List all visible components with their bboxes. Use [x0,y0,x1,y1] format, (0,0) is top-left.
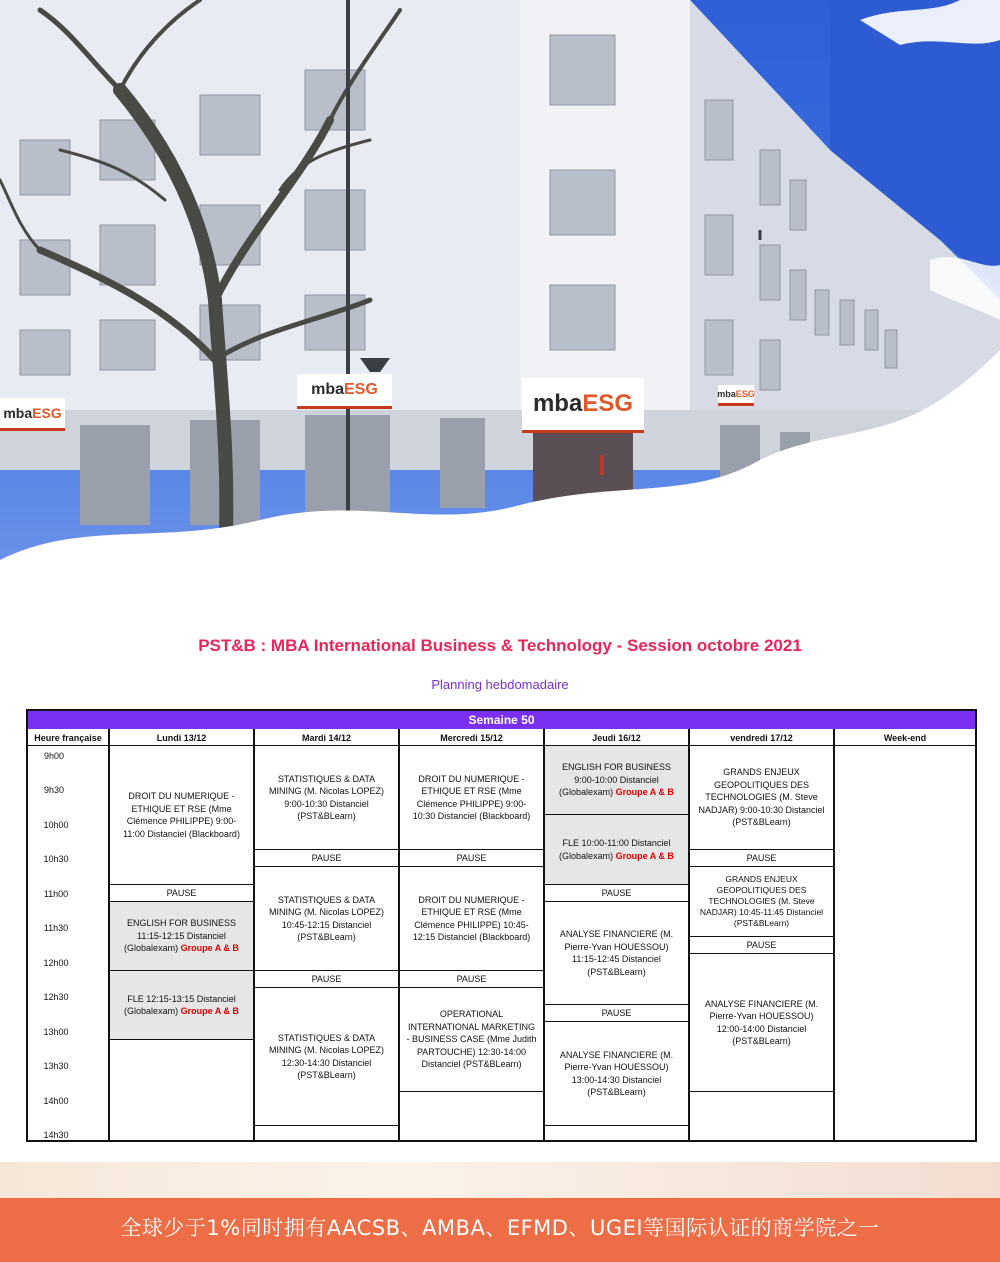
time-label: 10h30 [43,854,69,864]
pause-cell: PAUSE [690,850,833,867]
page-title: PST&B : MBA International Business & Technology - Session octobre 2021 [198,636,802,655]
time-label: 13h30 [43,1061,69,1071]
col-header-mercredi: Mercredi 15/12 [400,731,543,746]
time-label: 11h30 [43,923,69,933]
time-label: 14h30 [43,1130,69,1140]
weekly-schedule-table [26,709,977,1142]
footer-banner: 全球少于1%同时拥有AACSB、AMBA、EFMD、UGEI等国际认证的商学院之一 [0,1198,1000,1262]
col-header-jeudi: Jeudi 16/12 [545,731,688,746]
logo-sign-main: mba ESG [522,378,644,433]
time-label: 12h30 [43,992,69,1002]
course-cell-lundi-1: DROIT DU NUMERIQUE - ETHIQUE ET RSE (Mme Clémence PHILIPPE) 9:00-11:00 Distanciel (Blackboard) [110,746,253,885]
course-cell-mercredi-1: DROIT DU NUMERIQUE - ETHIQUE ET RSE (Mme Clémence PHILIPPE) 9:00-10:30 Distanciel (Blackboard) [400,746,543,850]
col-header-lundi: Lundi 13/12 [110,731,253,746]
course-cell-jeudi-4: ANALYSE FINANCIERE (M. Pierre-Yvan HOUESSOU) 13:00-14:30 Distanciel (PST&BLearn) [545,1022,688,1126]
pause-cell: PAUSE [110,885,253,902]
course-cell-jeudi-2: FLE 10:00-11:00 Distanciel (Globalexam) Groupe A & B [545,815,688,885]
course-cell-vendredi-2: GRANDS ENJEUX GEOPOLITIQUES DES TECHNOLOGIES (M. Steve NADJAR) 10:45-11:45 Distanciel (PST&BLearn) [690,867,833,937]
logo-sign-right: mba ESG [718,385,754,406]
logo-sign-left: mba ESG [0,398,65,431]
pause-cell: PAUSE [400,971,543,988]
course-cell-mercredi-3: OPERATIONAL INTERNATIONAL MARKETING - BUSINESS CASE (Mme Judith PARTOUCHE) 12:30-14:00 Distanciel (PST&BLearn) [400,988,543,1092]
course-cell-mercredi-2: DROIT DU NUMERIQUE - ETHIQUE ET RSE (Mme Clémence PHILIPPE) 10:45-12:15 Distanciel (Blackboard) [400,867,543,971]
time-label: 9h30 [43,785,65,795]
building-illustration [0,0,1000,590]
course-cell-jeudi-1: ENGLISH FOR BUSINESS 9:00-10:00 Distanciel (Globalexam) Groupe A & B [545,746,688,815]
course-cell-lundi-2: ENGLISH FOR BUSINESS 11:15-12:15 Distanciel (Globalexam) Groupe A & B [110,902,253,971]
time-label: 12h00 [43,958,69,968]
pause-cell: PAUSE [255,971,398,988]
pause-cell: PAUSE [255,850,398,867]
course-cell-jeudi-3: ANALYSE FINANCIERE (M. Pierre-Yvan HOUESSOU) 11:15-12:45 Distanciel (PST&BLearn) [545,902,688,1005]
course-cell-mardi-3: STATISTIQUES & DATA MINING (M. Nicolas LOPEZ) 12:30-14:30 Distanciel (PST&BLearn) [255,988,398,1126]
time-label: 14h00 [43,1096,69,1106]
course-cell-lundi-3: FLE 12:15-13:15 Distanciel (Globalexam) Groupe A & B [110,971,253,1040]
hero-image [0,0,1000,590]
time-label: 9h00 [43,751,65,761]
logo-sign-center: mba ESG [297,374,392,409]
course-cell-mardi-2: STATISTIQUES & DATA MINING (M. Nicolas LOPEZ) 10:45-12:15 Distanciel (PST&BLearn) [255,867,398,971]
time-label: 10h00 [43,820,69,830]
column-divider [833,729,835,1142]
footer-decoration [0,1162,1000,1198]
course-cell-vendredi-3: ANALYSE FINANCIERE (M. Pierre-Yvan HOUESSOU) 12:00-14:00 Distanciel (PST&BLearn) [690,954,833,1092]
page-subtitle: Planning hebdomadaire [431,677,569,692]
col-header-time: Heure française [28,731,108,746]
pause-cell: PAUSE [545,1005,688,1022]
pause-cell: PAUSE [545,885,688,902]
col-header-mardi: Mardi 14/12 [255,731,398,746]
time-label: 11h00 [43,889,69,899]
time-label: 13h00 [43,1027,69,1037]
col-header-weekend: Week-end [835,731,975,746]
pause-cell: PAUSE [690,937,833,954]
col-header-vendredi: vendredi 17/12 [690,731,833,746]
course-cell-vendredi-1: GRANDS ENJEUX GEOPOLITIQUES DES TECHNOLOGIES (M. Steve NADJAR) 9:00-10:30 Distanciel (PST&BLearn) [690,746,833,850]
course-cell-mardi-1: STATISTIQUES & DATA MINING (M. Nicolas LOPEZ) 9:00-10:30 Distanciel (PST&BLearn) [255,746,398,850]
pause-cell: PAUSE [400,850,543,867]
week-header: Semaine 50 [28,711,975,729]
